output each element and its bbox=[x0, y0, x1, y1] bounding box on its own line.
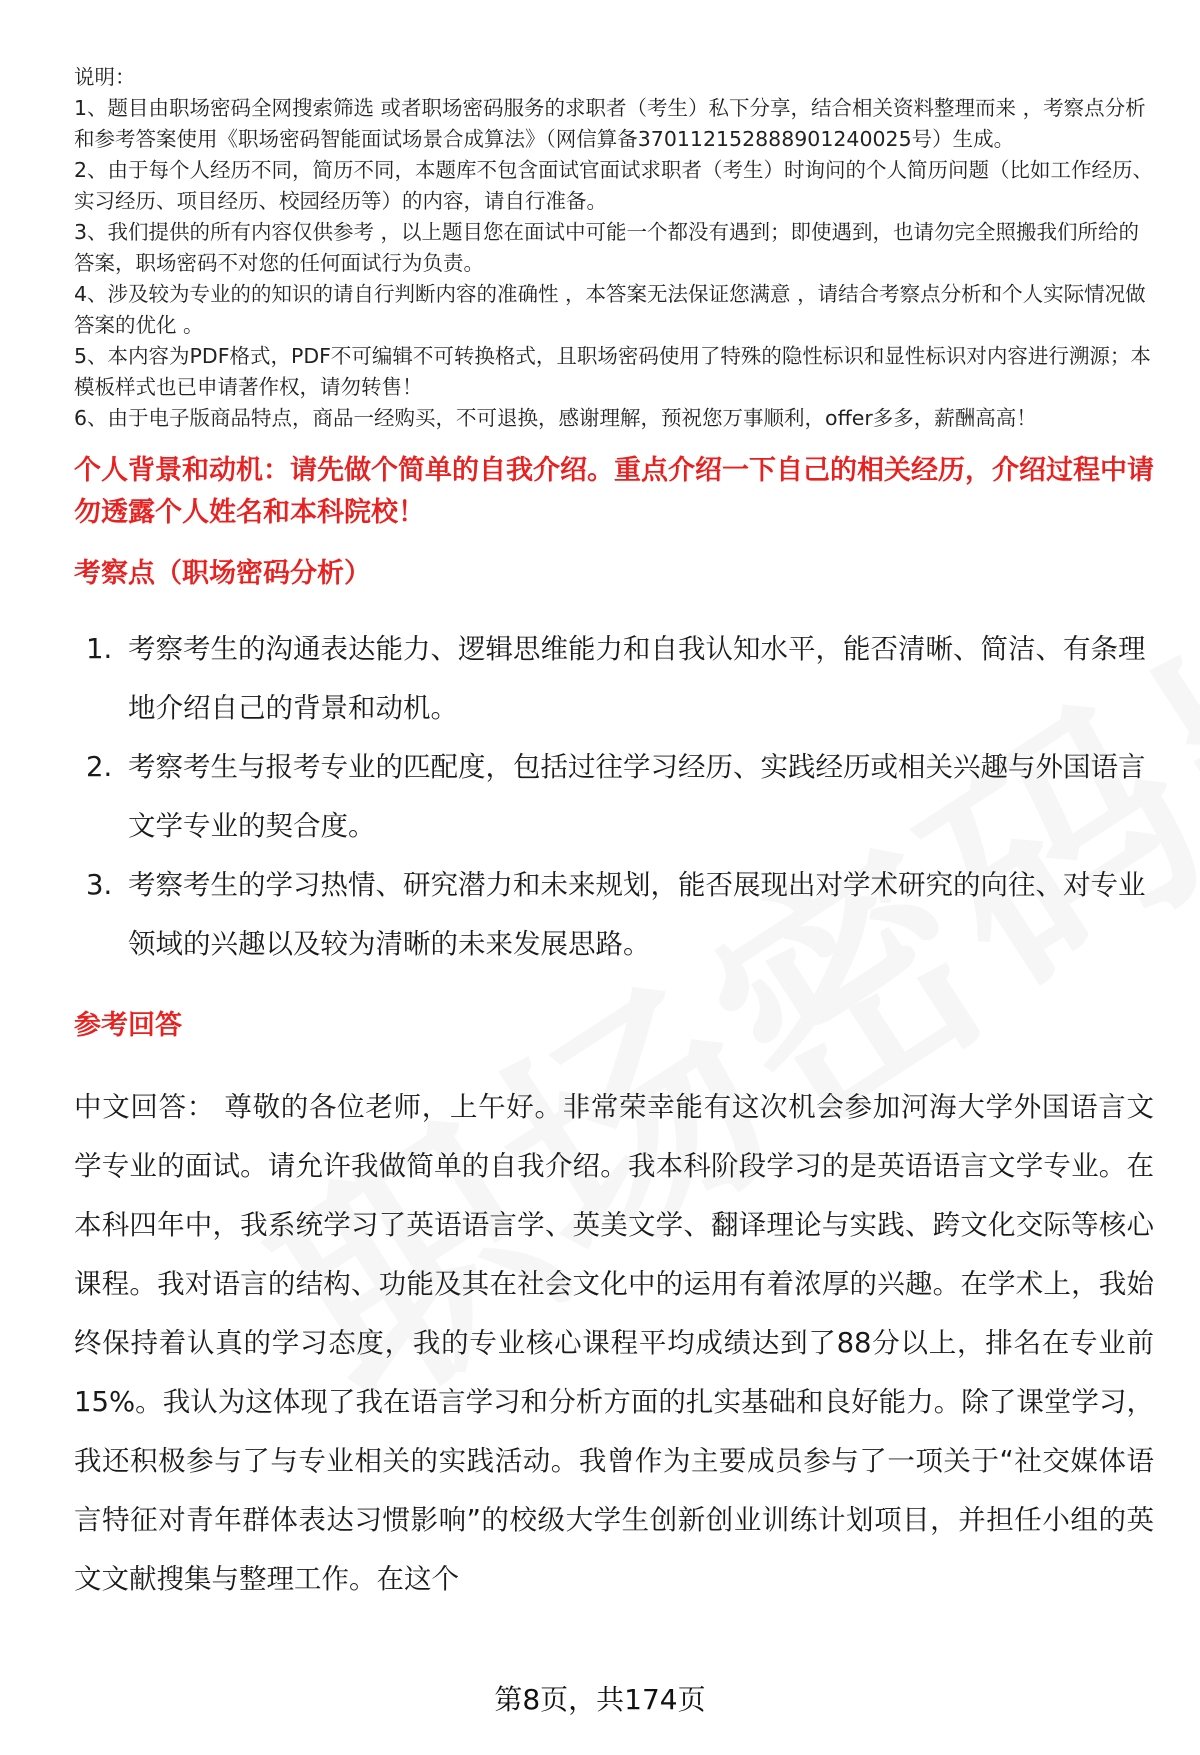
note-item: 4、涉及较为专业的的知识的请自行判断内容的准确性 ，本答案无法保证您满意 ，请结合考察点分析和个人实际情况做答案的优化 。 bbox=[74, 282, 1146, 337]
list-item bbox=[74, 856, 1154, 974]
question-heading: 个人背景和动机：请先做个简单的自我介绍。重点介绍一下自己的相关经历，介绍过程中请勿透露个人姓名和本科院校！ bbox=[74, 455, 1154, 528]
document-page bbox=[74, 62, 1154, 1609]
list-item bbox=[74, 620, 1154, 738]
reference-title: 参考回答 bbox=[74, 1010, 182, 1041]
list-text: 考察考生的沟通表达能力、逻辑思维能力和自我认知水平，能否清晰、简洁、有条理地介绍自己的背景和动机。 bbox=[128, 633, 1146, 724]
note-item: 2、由于每个人经历不同，简历不同，本题库不包含面试官面试求职者（考生）时询问的个人简历问题（比如工作经历、实习经历、项目经历、校园经历等）的内容，请自行准备。 bbox=[74, 158, 1154, 213]
analysis-title: 考察点（职场密码分析） bbox=[74, 558, 371, 589]
disclaimer-notes bbox=[74, 62, 1154, 434]
note-item: 5、本内容为PDF格式，PDF不可编辑不可转换格式，且职场密码使用了特殊的隐性标识和显性标识对内容进行溯源；本模板样式也已申请著作权，请勿转售！ bbox=[74, 344, 1151, 399]
notes-title: 说明： bbox=[74, 65, 136, 89]
list-text: 考察考生的学习热情、研究潜力和未来规划，能否展现出对学术研究的向往、对专业领域的兴趣以及较为清晰的未来发展思路。 bbox=[128, 869, 1146, 960]
list-number: 1. bbox=[86, 633, 113, 665]
list-number: 3. bbox=[86, 869, 113, 901]
list-number: 2. bbox=[86, 751, 113, 783]
note-item: 1、题目由职场密码全网搜索筛选 或者职场密码服务的求职者（考生）私下分享，结合相关资料整理而来 ，考察点分析和参考答案使用《职场密码智能面试场景合成算法》（网信算备370112152888901240025号）生成。 bbox=[74, 96, 1146, 151]
note-item: 6、由于电子版商品特点，商品一经购买，不可退换，感谢理解，预祝您万事顺利，offer多多，薪酬高高！ bbox=[74, 406, 1037, 430]
page-number-footer: 第8页，共174页 bbox=[494, 1683, 706, 1716]
reference-answer: 中文回答： 尊敬的各位老师，上午好。非常荣幸能有这次机会参加河海大学外国语言文学专业的面试。请允许我做简单的自我介绍。我本科阶段学习的是英语语言文学专业。在本科四年中，我系统学习了英语语言学、英美文学、翻译理论与实践、跨文化交际等核心课程。我对语言的结构、功能及其在社会文化中的运用有着浓厚的兴趣。在学术上，我始终保持着认真的学习态度，我的专业核心课程平均成绩达到了88分以上，排名在专业前15%。我认为这体现了我在语言学习和分析方面的扎实基础和良好能力。除了课堂学习，我还积极参与了与专业相关的实践活动。我曾作为主要成员参与了一项关于“社交媒体语言特征对青年群体表达习惯影响”的校级大学生创新创业训练计划项目，并担任小组的英文文献搜集与整理工作。在这个 bbox=[74, 1091, 1154, 1595]
analysis-points bbox=[74, 620, 1154, 974]
list-text: 考察考生与报考专业的匹配度，包括过往学习经历、实践经历或相关兴趣与外国语言文学专业的契合度。 bbox=[128, 751, 1146, 842]
note-item: 3、我们提供的所有内容仅供参考 ，以上题目您在面试中可能一个都没有遇到；即使遇到，也请勿完全照搬我们所给的答案，职场密码不对您的任何面试行为负责。 bbox=[74, 220, 1140, 275]
list-item bbox=[74, 738, 1154, 856]
